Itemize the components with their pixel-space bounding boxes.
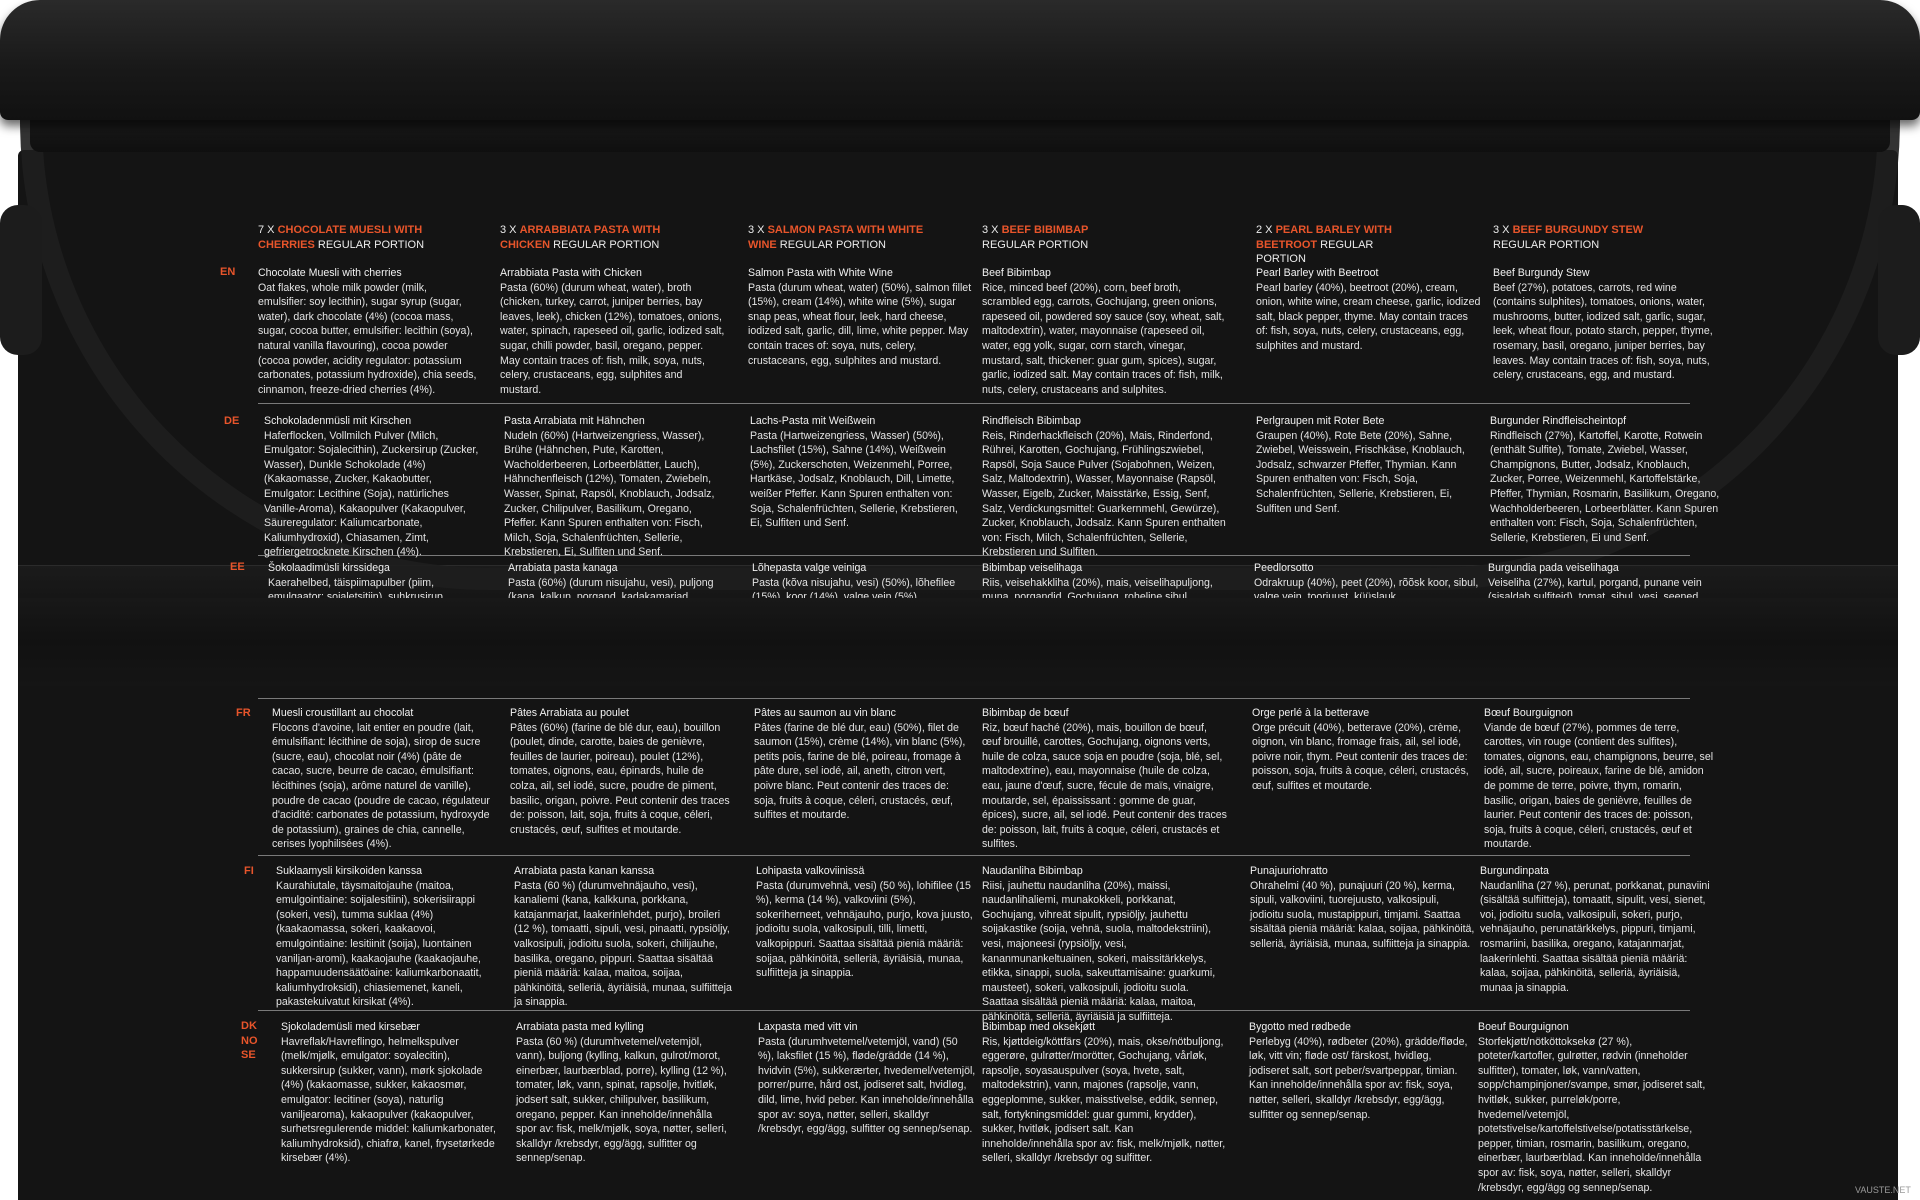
ingredient-list: Veiseliha (27%), kartul, porgand, punane vein bbox=[1488, 576, 1702, 589]
ingredients-fi-muesli bbox=[276, 864, 494, 1010]
row-divider bbox=[258, 403, 1690, 404]
ingredients-fr-muesli bbox=[272, 706, 492, 852]
recipe-title: Burgunder Rindfleischeintopf bbox=[1490, 415, 1627, 427]
ingredients-dk-burgundy bbox=[1478, 1020, 1710, 1195]
ingredients-de-salmon bbox=[750, 414, 970, 531]
ingredient-list: Pasta (durum wheat, water) (50%), salmon fillet (15%), cream (14%), white wine (5%), sugar snap peas, wheat flour, leek, hard cheese, iodized salt, garlic, dill, lime, white pepper. May contain traces of: soya, nuts, celery, crustaceans, egg, sulphites and mustard. bbox=[748, 281, 972, 367]
ingredients-fi-barley bbox=[1250, 864, 1475, 952]
ingredient-list: Riis, veisehakkliha (20%), mais, veiselihapuljong, bbox=[982, 576, 1213, 589]
ingredients-de-barley bbox=[1256, 414, 1481, 516]
ingredient-list: Nudeln (60%) (Hartweizengriess, Wasser), Brühe (Hähnchen, Pute, Karotten, Wacholderbeeren, Lorbeerblätter, Lauch), Hähnchenfleisch (12%), Tomaten, Zwiebeln, Wasser, Spinat, Rapsöl, Knoblauch, Jodsalz, Zucker, Chilipulver, Basilikum, Oregano, Pfeffer. Kann Spuren enthalten von: Fisch, Milch, Soja, Schalenfrüchten, Sellerie, Krebstieren, Ei, Sulfiten und Senf. bbox=[504, 429, 715, 559]
recipe-title: Schokoladenmüsli mit Kirschen bbox=[264, 415, 412, 427]
recipe-title: Laxpasta med vitt vin bbox=[758, 1021, 858, 1033]
recipe-title: Boeuf Bourguignon bbox=[1478, 1021, 1569, 1033]
lang-code-fi: FI bbox=[244, 865, 254, 877]
recipe-title: Arrabiata pasta kanan kanssa bbox=[514, 865, 655, 877]
product-count: 3 X bbox=[500, 224, 520, 236]
ingredients-fi-arrabbiata bbox=[514, 864, 732, 1010]
product-count: 3 X bbox=[748, 224, 768, 236]
ingredients-dk-barley bbox=[1249, 1020, 1474, 1122]
ingredients-de-muesli bbox=[264, 414, 484, 560]
ingredient-list: Pasta (60 %) (durumvehnäjauho, vesi), kanaliemi (kana, kalkkuna, porkkana, katajanmarjat, laakerinlehdet, purjo), broileri (12 %), tomaatti, sipuli, vesi, pinaatti, rypsiöljy, valkosipuli, jodioitu suola, sokeri, chilijauhe, basilika, oregano, pippuri. Saattaa sisältää pieniä määriä: kalaa, maitoa, soijaa, pähkinöitä, selleriä, äyriäisiä, munaa, sulfiitteja ja sinappia. bbox=[514, 879, 732, 1009]
ingredients-dk-salmon bbox=[758, 1020, 976, 1137]
product-name: PEARL BARLEY WITH BEETROOT bbox=[1256, 224, 1392, 251]
recipe-title: Burgundinpata bbox=[1480, 865, 1549, 877]
ingredient-list: Riisi, jauhettu naudanliha (20%), maissi, naudanlihaliemi, munakokkeli, porkkanat, Gochujang, vihreät sipulit, rypsiöljy, jauhettu soijakastike (soija, vehnä, suola, maltodekstriini), vesi, majoneesi (rypsiöljy, vesi, kananmunankeltuainen, sokeri, maissitärkkelys, etikka, sinappi, suola, sakeuttamisaine: guarkumi, mausteet), sokeri, valkosipuli, jodioitu suola. Saattaa sisältää pieniä määriä: kalaa, maitoa, pähkinöitä, selleriä, äyriäisiä ja sulfiitteja. bbox=[982, 879, 1216, 1023]
ingredient-list: Pasta (Hartweizengriess, Wasser) (50%), Lachsfilet (15%), Sahne (14%), Weißwein (5%), Zuckerschoten, Weizenmehl, Porree, Hartkäse, Jodsalz, Knoblauch, Dill, Limette, weißer Pfeffer. Kann Spuren enthalten von: Soja, Schalenfrüchten, Sellerie, Krebstieren, Ei, Sulfiten und Senf. bbox=[750, 429, 958, 530]
ingredient-list: Flocons d'avoine, lait entier en poudre (lait, émulsifiant: lécithine de soja), sirop de sucre (sucre, eau), chocolat noir (4%) (pâte de cacao, sucre, beurre de cacao, émulsifiant: lécithines (soja), arôme naturel de vanille), poudre de cacao (poudre de cacao, régulateur d'acidité: carbonates de potassium, hydroxyde de potassium), graines de chia, cannelle, cerises lyophilisées (4%). bbox=[272, 721, 490, 851]
product-name: ARRABBIATA PASTA WITH CHICKEN bbox=[500, 224, 661, 251]
recipe-title: Naudanliha Bibimbap bbox=[982, 865, 1083, 877]
ingredients-en-salmon bbox=[748, 266, 973, 368]
row-divider bbox=[258, 1010, 1690, 1011]
ingredient-list: Pasta (60 %) (durumhvetemel/vetemjöl, vann), buljong (kylling, kalkun, gulrot/morot, einerbær, laurbærblad, porre), kylling (12 %), tomater, løk, vann, spinat, rapsolje, hvitløk, jodsert salt, sukker, chilipulver, basilikum, oregano, pepper. Kan inneholde/innehålla spor av: fisk, melk/mjølk, soya, nøtter, selleri, skalldyr /krebsdyr, egg/ägg, sulfitter og sennep/senap. bbox=[516, 1035, 727, 1165]
recipe-title: Peedlorsotto bbox=[1254, 562, 1314, 574]
recipe-title: Arrabbiata Pasta with Chicken bbox=[500, 267, 642, 279]
recipe-title: Bygotto med rødbede bbox=[1249, 1021, 1351, 1033]
product-name: SALMON PASTA WITH WHITE WINE bbox=[748, 224, 924, 251]
recipe-title: Bibimbap med oksekjøtt bbox=[982, 1021, 1096, 1033]
ingredient-list: Kaerahelbed, täispiimapulber (piim, bbox=[268, 576, 435, 589]
recipe-title: Bœuf Bourguignon bbox=[1484, 707, 1573, 719]
ingredient-list: Reis, Rinderhackfleisch (20%), Mais, Rinderfond, Rührei, Karotten, Gochujang, Frühlingszwiebel, Rapsöl, Soja Sauce Pulver (Sojabohnen, Weizen, Salz, Maltodextrin), Wasser, Mayonnaise (Rapsöl, Wasser, Eigelb, Zucker, Maisstärke, Essig, Senf, Salz, Verdickungsmittel: Guarkernmehl, Gewürze), Zucker, Knoblauch, Jodsalz. Kann Spuren enthalten von: Fisch, Milch, Schalenfrüchten, Sellerie, Krebstieren und Sulfiten. bbox=[982, 429, 1226, 559]
lang-code-fr: FR bbox=[236, 707, 251, 719]
ingredient-list: Pasta (durumvehnä, vesi) (50 %), lohifilee (15 %), kerma (14 %), valkoviini (5%), sokeriherneet, vehnäjauho, purjo, kova juusto, jodioitu suola, valkosipuli, tilli, limetti, valkopippuri. Saattaa sisältää pieniä määriä: soijaa, pähkinöitä, selleriä, äyriäisiä, munaa, sulfiitteja ja sinappia. bbox=[756, 879, 973, 980]
ingredient-list: Riz, bœuf haché (20%), mais, bouillon de bœuf, œuf brouillé, carottes, Gochujang, oignons verts, huile de colza, sauce soja en poudre (soja, blé, sel, maltodextrine), eau, mayonnaise (huile de colza, eau, jaune d'œuf, sucre, fécule de maïs, vinaigre, moutarde, sel, épaississant : gomme de guar, épices), sucre, ail, sel iodé. Peut contenir des traces de: poisson, lait, fruits à coque, céleri, crustacés et sulfites. bbox=[982, 721, 1227, 851]
recipe-title: Sjokolademüsli med kirsebær bbox=[281, 1021, 420, 1033]
recipe-title: Šokolaadimüsli kirssidega bbox=[268, 562, 390, 574]
recipe-title: Lohipasta valkoviinissä bbox=[756, 865, 865, 877]
lang-code-de: DE bbox=[224, 415, 240, 427]
lang-code-ee: EE bbox=[230, 561, 245, 573]
recipe-title: Pasta Arrabiata mit Hähnchen bbox=[504, 415, 645, 427]
product-portion: REGULAR PORTION bbox=[1256, 238, 1374, 265]
ingredient-list: Storfekjøtt/nötköttoksekø (27 %), poteter/kartofler, gulrøtter, rødvin (inneholder sulfitter), tomater, løk, vann/vatten, sopp/champinjoner/svampe, smør, jodiseret salt, hvitløk, sukker, purreløk/porre, hvedemel/vetemjöl, potetstivelse/kartoffelstivelse/potatisstärkelse, pepper, timian, rosmarin, basilikum, oregano, einerbær, laurbærblad. Kan inneholde/innehålla spor av: fisk, soya, nøtter, selleri, skalldyr /krebsdyr, egg/ägg og sennep/senap. bbox=[1478, 1035, 1706, 1194]
ingredients-fr-bibimbap bbox=[982, 706, 1227, 852]
product-name: BEEF BIBIMBAP bbox=[1001, 224, 1089, 236]
ingredient-list: Rice, minced beef (20%), corn, beef broth, scrambled egg, carrots, Gochujang, green onions, rapeseed oil, powdered soy sauce (soy, wheat, salt, maltodextrin), water, mayonnaise (rapeseed oil, water, egg yolk, sugar, corn starch, vinegar, mustard, salt, thickener: guar gum, spices), sugar, garlic, iodized salt. May contain traces of: fish, milk, nuts, celery, crustaceans and sulphites. bbox=[982, 281, 1225, 396]
product-count: 2 X bbox=[1256, 224, 1276, 236]
recipe-title: Bibimbap veiselihaga bbox=[982, 562, 1083, 574]
product-portion: REGULAR PORTION bbox=[314, 238, 425, 251]
ingredient-list: Pasta (60%) (durum nisujahu, vesi), puljong bbox=[508, 576, 714, 589]
ingredient-list: Kaurahiutale, täysmaitojauhe (maitoa, emulgointiaine: soijalesitiini), sokerisiirappi (sokeri, vesi), tumma suklaa (4%) (kaakaomassa, sokeri, kaakaovoi, emulgointiaine: lesitiinit (soija), luontainen vaniljan-aromi), kaakaojauhe (kaakaojauhe, happamuudensäätöaine: kaliumkarbonaatit, kaliumhydroksidi), chiasiemenet, kaneli, pakastekuivatut kirsikat (4%). bbox=[276, 879, 482, 1009]
recipe-title: Burgundia pada veiselihaga bbox=[1488, 562, 1619, 574]
handle-hinge-right bbox=[1878, 205, 1920, 355]
ingredients-en-burgundy bbox=[1493, 266, 1718, 383]
ingredients-de-arrabbiata bbox=[504, 414, 724, 560]
product-count: 7 X bbox=[258, 224, 278, 236]
ingredients-fr-arrabbiata bbox=[510, 706, 730, 837]
ingredients-fr-barley bbox=[1252, 706, 1477, 794]
lang-code-en: EN bbox=[220, 266, 236, 278]
row-divider bbox=[258, 698, 1690, 699]
ingredients-dk-muesli bbox=[281, 1020, 499, 1166]
product-header-2 bbox=[500, 223, 680, 252]
ingredient-list: Pasta (kõva nisujahu, vesi) (50%), lõhefilee bbox=[752, 576, 956, 589]
ingredient-list: Pâtes (60%) (farine de blé dur, eau), bouillon (poulet, dinde, carotte, baies de genièvre, feuilles de laurier, poireau), poulet (12%), tomates, oignons, eau, épinards, huile de colza, ail, sel iodé, sucre, poudre de piment, basilic, origan, poivre. Peut contenir des traces de: poisson, lait, soja, fruits à coque, céleri, crustacés, œuf, sulfites et moutarde. bbox=[510, 721, 730, 836]
recipe-title: Pâtes Arrabiata au poulet bbox=[510, 707, 629, 719]
ingredient-list: Rindfleisch (27%), Kartoffel, Karotte, Rotwein (enthält Sulfite), Tomate, Zwiebel, Wasser, Champignons, Butter, Jodsalz, Knoblauch, Zucker, Porree, Weizenmehl, Kartoffelstärke, Pfeffer, Thymian, Rosmarin, Basilikum, Oregano, Wachholderbeeren, Lorbeerblätter. Kann Spuren enthalten von: Fisch, Soja, Schalenfrüchten, Sellerie, Krebstieren, Ei und Senf. bbox=[1490, 429, 1720, 544]
recipe-title: Suklaamysli kirsikoiden kanssa bbox=[276, 865, 423, 877]
recipe-title: Arrabiata pasta med kylling bbox=[516, 1021, 644, 1033]
ingredients-en-bibimbap bbox=[982, 266, 1227, 397]
product-header-1 bbox=[258, 223, 438, 252]
ingredients-en-barley bbox=[1256, 266, 1481, 354]
product-name: BEEF BURGUNDY STEW bbox=[1512, 224, 1644, 236]
recipe-title: Rindfleisch Bibimbap bbox=[982, 415, 1081, 427]
product-header-6 bbox=[1493, 223, 1663, 252]
bucket-ridge-overlay bbox=[18, 598, 1898, 686]
ingredient-list: Haferflocken, Vollmilch Pulver (Milch, Emulgator: Sojalecithin), Zuckersirup (Zucker, Wasser), Dunkle Schokolade (4%) (Kakaomasse, Zucker, Kakaobutter, Emulgator: Lecithine (Soja), natürliches Vanille-Aroma), Kakaopulver (Kakaopulver, Säureregulator: Kaliumcarbonate, Kaliumhydroxid), Chiasamen, Zimt, gefriergetrocknete Kirschen (4%). bbox=[264, 429, 479, 559]
ingredient-list: Graupen (40%), Rote Bete (20%), Sahne, Zwiebel, Weisswein, Frischkäse, Knoblauch, Jodsalz, schwarzer Pfeffer, Thymian. Kann Spuren enthalten von: Fisch, Soja, Schalenfrüchten, Sellerie, Krebstieren, Ei, Sulfiten und Senf. bbox=[1256, 429, 1465, 515]
ingredient-list: Odrakruup (40%), peet (20%), rõõsk koor, sibul, bbox=[1254, 576, 1479, 589]
ingredients-fr-salmon bbox=[754, 706, 974, 823]
ingredients-en-arrabbiata bbox=[500, 266, 725, 397]
product-portion: REGULAR PORTION bbox=[1493, 238, 1600, 251]
ingredients-de-bibimbap bbox=[982, 414, 1227, 560]
product-header-4 bbox=[982, 223, 1162, 252]
ingredients-dk-bibimbap bbox=[982, 1020, 1227, 1166]
ingredient-list: Pasta (60%) (durum wheat, water), broth (chicken, turkey, carrot, juniper berries, bay leaves, leek), chicken (12%), tomatoes, onions, water, spinach, rapeseed oil, garlic, iodized salt, sugar, chilli powder, basil, oregano, pepper. May contain traces of: fish, milk, soya, nuts, celery, crustaceans, egg, sulphites and mustard. bbox=[500, 281, 725, 396]
recipe-title: Lõhepasta valge veiniga bbox=[752, 562, 867, 574]
ingredient-list: Ohrahelmi (40 %), punajuuri (20 %), kerma, sipuli, valkoviini, tuorejuusto, valkosipuli, jodioitu suola, mustapippuri, timjami. Saattaa sisältää pieniä määriä: kalaa, soijaa, pähkinöitä, selleriä, äyriäisiä, munaa, sulfiitteja ja sinappia. bbox=[1250, 879, 1475, 950]
product-portion: REGULAR PORTION bbox=[776, 238, 886, 251]
ingredient-list: Ris, kjøttdeig/köttfärs (20%), mais, okse/nötbuljong, eggerøre, gulrøtter/morötter, Gochujang, vårløk, rapsolje, soyasauspulver (soya, hvete, salt, maltodekstrin), vann, majones (rapsolje, vann, eggeplomme, sukker, maisstivelse, eddik, sennep, salt, fortykningsmiddel: guar gummi, krydder), sukker, hvitløk, jodisert salt. Kan inneholde/innehålla spor av: fisk, melk/mjølk, nøtter, selleri, skalldyr /krebsdyr og sulfitter. bbox=[982, 1035, 1226, 1165]
recipe-title: Bibimbap de bœuf bbox=[982, 707, 1069, 719]
ingredients-fr-burgundy bbox=[1484, 706, 1716, 852]
ingredients-fi-burgundy bbox=[1480, 864, 1712, 995]
recipe-title: Salmon Pasta with White Wine bbox=[748, 267, 893, 279]
recipe-title: Muesli croustillant au chocolat bbox=[272, 707, 414, 719]
product-header-3 bbox=[748, 223, 928, 252]
ingredient-list: Beef (27%), potatoes, carrots, red wine (contains sulphites), tomatoes, onions, water, mushrooms, butter, iodized salt, garlic, sugar, leek, wheat flour, potato starch, pepper, thyme, rosemary, basil, oregano, juniper berries, bay leaves. May contain traces of: fish, soya, nuts, celery, crustaceans, egg, and mustard. bbox=[1493, 281, 1713, 382]
ingredient-list: Pasta (durumhvetemel/vetemjöl, vand) (50 %), laksfilet (15 %), fløde/grädde (14 %), hvidvin (5%), sukkerærter, hvedemel/vetemjöl, porrer/purre, hård ost, jodiseret salt, hvidløg, dild, lime, hvid peber. Kan inneholde/innehålla spor av: soya, nøtter, selleri, skalldyr /krebsdyr, egg/ägg, sulfitter og sennep/senap. bbox=[758, 1035, 976, 1136]
product-count: 3 X bbox=[1493, 224, 1513, 236]
product-count: 3 X bbox=[982, 224, 1002, 236]
lang-code-dk-no-se: DK NO SE bbox=[241, 1020, 258, 1061]
recipe-title: Chocolate Muesli with cherries bbox=[258, 267, 402, 279]
ingredients-en-muesli bbox=[258, 266, 478, 397]
product-header-5 bbox=[1256, 223, 1416, 267]
ingredient-list: Orge précuit (40%), betterave (20%), crème, oignon, vin blanc, fromage frais, ail, sel iodé, poivre noir, thym. Peut contenir des traces de: poisson, soja, fruits à coque, céleri, crustacés, œuf, sulfites et moutarde. bbox=[1252, 721, 1469, 792]
product-portion: REGULAR PORTION bbox=[982, 238, 1089, 251]
recipe-title: Beef Bibimbap bbox=[982, 267, 1051, 279]
ingredient-list: Havreflak/Havreflingo, helmelkspulver (melk/mjølk, emulgator: soyalecitin), sukkersirup (sukker, vann), mørk sjokolade (4%) (kakaomasse, sukker, kakaosmør, emulgator: lecitiner (soya), naturlig vaniljearoma), kakaopulver (kakaopulver, surhetsregulerende middel: kaliumkarbonater, kaliumhydroksid), chiafrø, kanel, frysetørkede kirsebær (4%). bbox=[281, 1035, 496, 1165]
ingredients-fi-salmon bbox=[756, 864, 974, 981]
watermark: VAUSTE.NET bbox=[1855, 1185, 1911, 1195]
bucket-lid bbox=[0, 0, 1920, 120]
recipe-title: Punajuuriohratto bbox=[1250, 865, 1328, 877]
recipe-title: Beef Burgundy Stew bbox=[1493, 267, 1590, 279]
ingredient-list: Pâtes (farine de blé dur, eau) (50%), filet de saumon (15%), crème (14%), vin blanc (5%), petits pois, farine de blé, poireau, fromage à pâte dure, sel iodé, ail, aneth, citron vert, poivre blanc. Peut contenir des traces de: soja, fruits à coque, céleri, crustacés, œuf, sulfites et moutarde. bbox=[754, 721, 966, 822]
product-name: CHOCOLATE MUESLI WITH CHERRIES bbox=[258, 224, 423, 251]
recipe-title: Pâtes au saumon au vin blanc bbox=[754, 707, 896, 719]
ingredient-list: Perlebyg (40%), rødbeter (20%), grädde/fløde, løk, vitt vin; fløde ost/ färskost, hvidløg, jodiseret salt, sort peber/svartpeppar, timian. Kan inneholde/innehålla spor av: fisk, soya, nøtter, selleri, skalldyr /krebsdyr, egg/ägg, sulfitter og sennep/senap. bbox=[1249, 1035, 1468, 1121]
recipe-title: Perlgraupen mit Roter Bete bbox=[1256, 415, 1385, 427]
recipe-title: Pearl Barley with Beetroot bbox=[1256, 267, 1379, 279]
recipe-title: Lachs-Pasta mit Weißwein bbox=[750, 415, 876, 427]
recipe-title: Arrabiata pasta kanaga bbox=[508, 562, 618, 574]
ingredient-list: Viande de bœuf (27%), pommes de terre, carottes, vin rouge (contient des sulfites), tomates, oignons, eau, champignons, beurre, sel iodé, ail, sucre, poireaux, farine de blé, amidon de pomme de terre, poivre, thym, romarin, basilic, origan, baies de genièvre, feuilles de laurier. Peut contenir des traces de: poisson, soja, fruits à coque, céleri, crustacés, œuf et moutarde. bbox=[1484, 721, 1714, 851]
product-portion: REGULAR PORTION bbox=[550, 238, 660, 251]
recipe-title: Orge perlé à la betterave bbox=[1252, 707, 1370, 719]
ingredients-fi-bibimbap bbox=[982, 864, 1227, 1025]
handle-hinge-left bbox=[0, 205, 42, 355]
row-divider bbox=[258, 855, 1690, 856]
ingredients-de-burgundy bbox=[1490, 414, 1720, 545]
ingredients-dk-arrabbiata bbox=[516, 1020, 734, 1166]
ingredient-list: Naudanliha (27 %), perunat, porkkanat, punaviini (sisältää sulfiitteja), tomaatit, sipulit, vesi, sienet, voi, jodioitu suola, valkosipuli, sokeri, purjo, vehnäjauho, perunatärkkelys, pippuri, timjami, rosmariini, basilika, oregano, katajanmarjat, laakerinlehti. Saattaa sisältää pieniä määriä: kalaa, soijaa, pähkinöitä, selleriä, äyriäisiä, munaa ja sinappia. bbox=[1480, 879, 1710, 994]
ingredient-list: Oat flakes, whole milk powder (milk, emulsifier: soy lecithin), sugar syrup (sugar, water), dark chocolate (4%) (cocoa mass, sugar, cocoa butter, emulsifier: lecithin (soya), natural vanilla flavouring), cocoa powder (cocoa powder, acidity regulator: potassium carbonates, potassium hydroxide), chia seeds, cinnamon, freeze-dried cherries (4%). bbox=[258, 281, 477, 396]
ingredient-list: Pearl barley (40%), beetroot (20%), cream, onion, white wine, cream cheese, garlic, iodized salt, black pepper, thyme. May contain traces of: fish, soya, nuts, celery, crustaceans, egg, sulphites and mustard. bbox=[1256, 281, 1481, 352]
